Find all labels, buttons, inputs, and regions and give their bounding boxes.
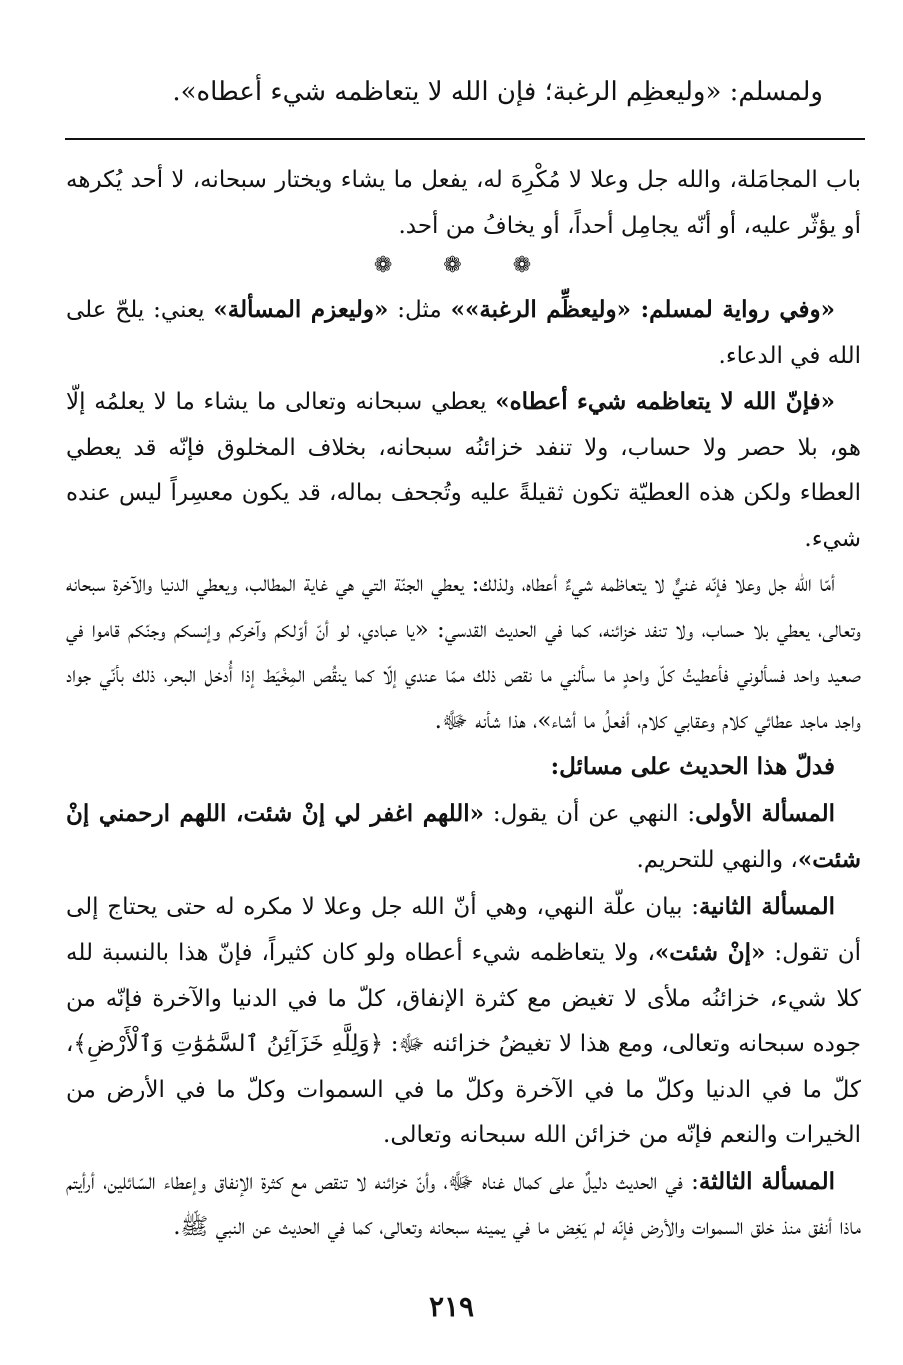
paragraph-text: : في الحديث دليلٌ على كمال غناه ﷻ، وأنّ خزائنه لا تنقص مع كثرة الإنفاق وإعطاء السّائلين، أرأيتم ماذا أنفق منذ خلق السموات والأرض فإنّه لم يَغِض ما في يمينه سبحانه وتعالى، كما في الحديث عن النبي ﷺ. [66, 1168, 861, 1240]
intro-paragraph: باب المجامَلة، والله جل وعلا لا مُكْرِهَ له، يفعل ما يشاء ويختار سبحانه، لا أحد يُكرهه أو يؤثّر عليه، أو أنّه يجامِل أحداً، أو يخافُ من أحد. [66, 167, 861, 239]
page-number: ٢١٩ [428, 1290, 475, 1323]
header-rule [65, 138, 865, 140]
quote-bold: «وفي رواية لمسلم: «وليعظِّم الرغبة»» [450, 296, 835, 323]
paragraph-text: يعطي سبحانه وتعالى ما يشاء ما لا يعلمُه إلّا هو، بلا حصر ولا حساب، ولا تنفد خزائنُه سبحانه، بخلاف المخلوق فإنّه قد يعطي العطاء ولكن هذه العطيّة تكون ثقيلةً عليه وتُجحف بماله، قد يكون معسِراً ليس عنده شيء. [66, 389, 861, 552]
issue-third [66, 1159, 861, 1251]
quote-bold: «وليعزم المسألة» [213, 296, 389, 323]
issues-heading [66, 744, 861, 791]
paragraph-hadith-qudsi: أمّا الله جل وعلا فإنّه غنيٌّ لا يتعاظمه شيءٌ أعطاه، ولذلك: يعطي الجنّة التي هي غاية المطالب، ويعطي الدنيا والآخرة سبحانه وتعالى، يعطي بلا حساب، ولا تنفد خزائنه، كما في الحديث القدسي: «يا عبادي، لو أنّ أوّلكم وآخركم وإنسكم وجنّكم قاموا في صعيد واحد فسألوني فأعطيتُ كلّ واحدٍ ما سألني ما نقص ذلك ممّا عندي إلّا كما ينقُص المِخْيَط إذا أُدخل البحر، ذلك بأنّي جواد واجد ماجد عطائي كلام وعقابي كلام، أفعلُ ما أشاء»، هذا شأنه ﷻ. [66, 571, 861, 734]
issue-title: المسألة الأولى [695, 799, 836, 827]
paragraph-text: ، ولا يتعاظمه شيء أعطاه ولو كان كثيراً، فإنّ هذا بالنسبة لله كلا شيء، خزائنُه ملأى لا تغيض مع كثرة الإنفاق، كلّ ما في الدنيا والآخرة فإنّه من جوده سبحانه وتعالى، ومع هذا لا تغيضُ خزائنه ﷻ: ﴿وَلِلَّهِ خَزَآئِنُ ٱلسَّمَٰوَٰتِ وَٱلْأَرْضِ﴾، كلّ ما في الدنيا وكلّ ما في الآخرة وكلّ ما في السموات وكلّ ما في الأرض من الخيرات والنعم فإنّه من خزائن الله سبحانه وتعالى. [66, 940, 861, 1148]
issue-first [66, 791, 861, 884]
quote-bold: «فإنّ الله لا يتعاظمه شيء أعطاه» [495, 388, 835, 415]
paragraph-narration [66, 287, 861, 379]
issue-title: المسألة الثالثة [698, 1167, 835, 1195]
paragraph-text: ، والنهي للتحريم. [636, 847, 798, 873]
issue-second [66, 884, 861, 1159]
paragraph-text: : النهي عن أن يقول: [484, 800, 696, 827]
paragraph-text: مثل: [388, 297, 451, 323]
quote-bold: «إنْ شئت» [654, 939, 766, 966]
page-body [66, 158, 861, 1251]
paragraph-text: : بيان علّة النهي، وهي أنّ الله جل وعلا لا مكره له حتى يحتاج إلى أن تقول: [66, 893, 862, 966]
section-divider: ❁ ❁ ❁ [373, 253, 554, 278]
page-header: ولمسلم: «وليعظِم الرغبة؛ فإن الله لا يتعاظمه شيء أعطاه». [172, 77, 823, 107]
issue-title: المسألة الثانية [698, 892, 835, 920]
quote-bold: «اللهم اغفر لي إنْ شئت، اللهم ارحمني إنْ شئت» [66, 799, 861, 873]
heading-bold: فدلّ هذا الحديث على مسائل: [550, 753, 835, 780]
paragraph-explanation [66, 379, 861, 562]
paragraph-text: يعني: يلحّ على الله في الدعاء. [66, 297, 861, 369]
